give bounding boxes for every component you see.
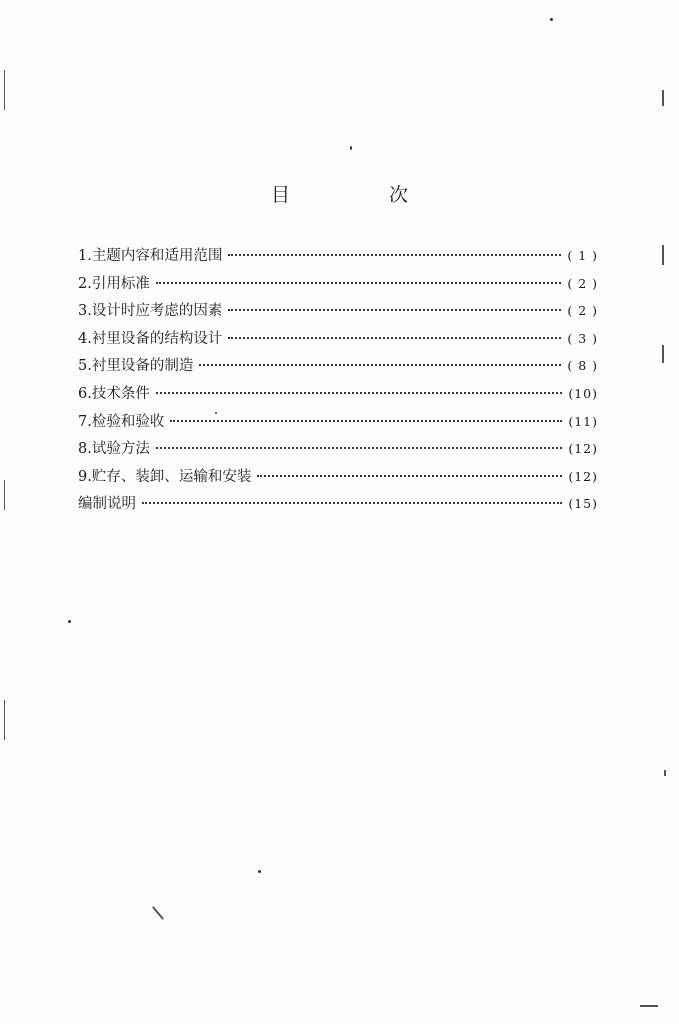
scan-mark: [662, 90, 664, 106]
toc-entry-number: 3.: [78, 303, 92, 320]
toc-leader-dots: [257, 475, 562, 477]
scan-speck: [350, 146, 352, 150]
toc-entry-label: 设计时应考虑的因素: [91, 303, 223, 320]
toc-entry-number: 8.: [78, 441, 92, 458]
toc-entry: [78, 410, 598, 438]
toc-entry-number: 9.: [78, 468, 92, 485]
toc-leader-dots: [199, 364, 561, 366]
toc-entry-number: 7.: [78, 413, 92, 430]
toc-entry-page: (12): [568, 468, 598, 484]
toc-entry-label: 技术条件: [91, 385, 150, 402]
toc-leader-dots: [228, 337, 561, 339]
scan-speck: [215, 412, 217, 414]
toc-entry: [78, 465, 598, 493]
toc-entry-page: (12): [568, 441, 598, 457]
scan-mark: [4, 700, 5, 740]
scan-mark: [4, 480, 5, 510]
toc-entry-number: 2.: [78, 275, 92, 292]
toc-entry: [78, 354, 598, 382]
toc-entry-label: 衬里设备的结构设计: [91, 330, 223, 347]
toc-entry-page: ( 2 ): [567, 303, 598, 319]
toc-leader-dots: [170, 420, 562, 422]
scan-speck: [68, 620, 71, 623]
toc-entry-number: 5.: [78, 358, 92, 375]
toc-entry-number: 4.: [78, 330, 92, 347]
scan-mark: [662, 245, 664, 265]
toc-entry-label: 编制说明: [78, 496, 136, 513]
toc-leader-dots: [156, 392, 562, 394]
scan-mark: [152, 906, 164, 920]
toc-entry-number: 6.: [78, 385, 92, 402]
toc-leader-dots: [142, 502, 562, 504]
toc-entry-page: ( 1 ): [567, 248, 598, 263]
toc-leader-dots: [228, 309, 561, 311]
scan-mark: [662, 345, 664, 363]
toc-entry-label: 衬里设备的制造: [91, 358, 194, 375]
table-of-contents: [78, 244, 598, 520]
toc-entry-page: ( 2 ): [567, 275, 598, 291]
scan-mark: [640, 1005, 658, 1007]
toc-entry-page: (11): [568, 413, 598, 429]
toc-entry: [78, 244, 598, 272]
toc-entry-page: (10): [568, 385, 598, 401]
toc-entry-label: 贮存、装卸、运输和安装: [91, 468, 252, 485]
toc-entry-label: 检验和验收: [91, 413, 165, 430]
scan-speck: [550, 18, 553, 21]
toc-entry: [78, 327, 598, 355]
toc-entry-page: ( 8 ): [567, 358, 598, 374]
toc-leader-dots: [156, 282, 562, 284]
toc-entry: [78, 382, 598, 410]
toc-entry: [78, 272, 598, 300]
toc-entry-label: 主题内容和适用范围: [91, 248, 223, 264]
scan-mark: [664, 770, 666, 776]
toc-title: 目 次: [270, 184, 448, 206]
scan-mark: [4, 70, 5, 110]
scan-speck: [258, 870, 261, 873]
toc-entry-page: ( 3 ): [567, 330, 598, 346]
toc-entry: [78, 492, 598, 520]
toc-entry-page: (15): [568, 496, 598, 512]
toc-entry-label: 引用标准: [91, 275, 150, 292]
toc-leader-dots: [156, 447, 562, 449]
toc-entry: [78, 437, 598, 465]
toc-entry: [78, 299, 598, 327]
toc-entry-number: 1.: [78, 248, 92, 264]
toc-leader-dots: [228, 254, 561, 256]
toc-entry-label: 试验方法: [91, 441, 150, 458]
